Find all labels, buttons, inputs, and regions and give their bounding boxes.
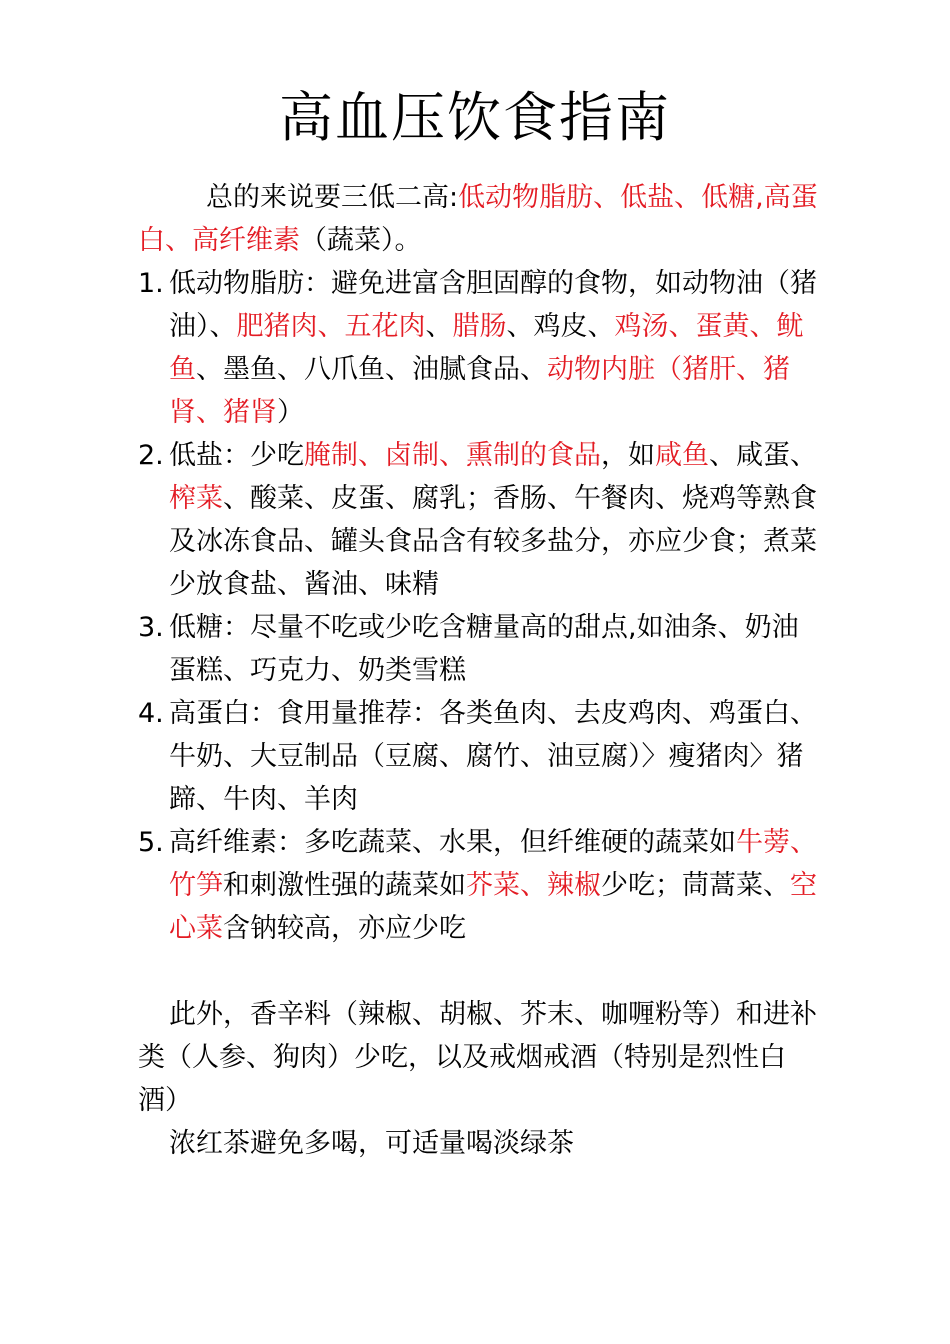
item-text: 、 [425, 311, 453, 342]
intro-paragraph [138, 176, 818, 262]
tea-paragraph: 浓红茶避免多喝，可适量喝淡绿茶 [169, 1128, 574, 1159]
item-text: ，如 [601, 440, 655, 471]
intro-highlight: 低动物脂肪、低盐、低糖,高蛋白、高纤维素 [138, 182, 818, 256]
item-text: ） [277, 397, 304, 428]
item-number: 1. [138, 268, 164, 299]
document-body [138, 176, 818, 1165]
item-number: 2. [138, 440, 164, 471]
guideline-item-5 [138, 821, 818, 950]
guideline-list [138, 262, 818, 950]
item-text: 少吃；茼蒿菜、 [601, 870, 790, 901]
highlight-text: 动物内脏（猪肝、猪肾、猪肾 [169, 354, 790, 428]
highlight-text: 肥猪肉、五花肉 [236, 311, 426, 342]
item-text: 高纤维素：多吃蔬菜、水果，但纤维硬的蔬菜如 [169, 827, 736, 858]
extra-paragraph: 此外，香辛料（辣椒、胡椒、芥末、咖喱粉等）和进补类（人参、狗肉）少吃，以及戒烟戒酒（特别是烈性白酒） [138, 999, 817, 1116]
item-text: 含钠较高，亦应少吃 [223, 913, 466, 944]
item-text: 高蛋白：食用量推荐：各类鱼肉、去皮鸡肉、鸡蛋白、牛奶、大豆制品（豆腐、腐竹、油豆腐）〉瘦猪肉〉猪蹄、牛肉、羊肉 [169, 698, 817, 815]
highlight-text: 咸鱼 [655, 440, 709, 471]
highlight-text: 空心菜 [169, 870, 817, 944]
highlight-text: 芥菜、辣椒 [466, 870, 601, 901]
intro-segment: 总的来说要三低二高: [206, 182, 459, 213]
item-number: 3. [138, 612, 164, 643]
guideline-item-4 [138, 692, 818, 821]
item-number: 5. [138, 827, 164, 858]
highlight-text: 鸡汤、蛋黄、鱿鱼 [169, 311, 804, 385]
item-number: 4. [138, 698, 164, 729]
item-text: 低盐：少吃 [169, 440, 304, 471]
item-text: 低动物脂肪：避免进富含胆固醇的食物，如动物油（猪油）、 [169, 268, 817, 342]
highlight-text: 牛蒡、竹笋 [169, 827, 817, 901]
guideline-item-2 [138, 434, 818, 606]
item-text: 、鸡皮、 [506, 311, 615, 342]
item-text: 、墨鱼、八爪鱼、油腻食品、 [196, 354, 547, 385]
item-text: 低糖：尽量不吃或少吃含糖量高的甜点,如油条、奶油蛋糕、巧克力、奶类雪糕 [169, 612, 799, 686]
page-title: 高血压饮食指南 [279, 86, 671, 149]
guideline-item-1 [138, 262, 818, 434]
item-text: 、酸菜、皮蛋、腐乳；香肠、午餐肉、烧鸡等熟食及冰冻食品、罐头食品含有较多盐分，亦应少食；煮菜少放食盐、酱油、味精 [169, 483, 817, 600]
item-text: 和刺激性强的蔬菜如 [223, 870, 466, 901]
guideline-item-3 [138, 606, 818, 692]
highlight-text: 腊肠 [452, 311, 507, 342]
spacer [138, 950, 818, 993]
highlight-text: 腌制、卤制、熏制的食品 [304, 440, 601, 471]
item-text: 、咸蛋、 [709, 440, 817, 471]
intro-segment: （蔬菜）。 [300, 225, 422, 256]
highlight-text: 榨菜 [169, 483, 223, 514]
